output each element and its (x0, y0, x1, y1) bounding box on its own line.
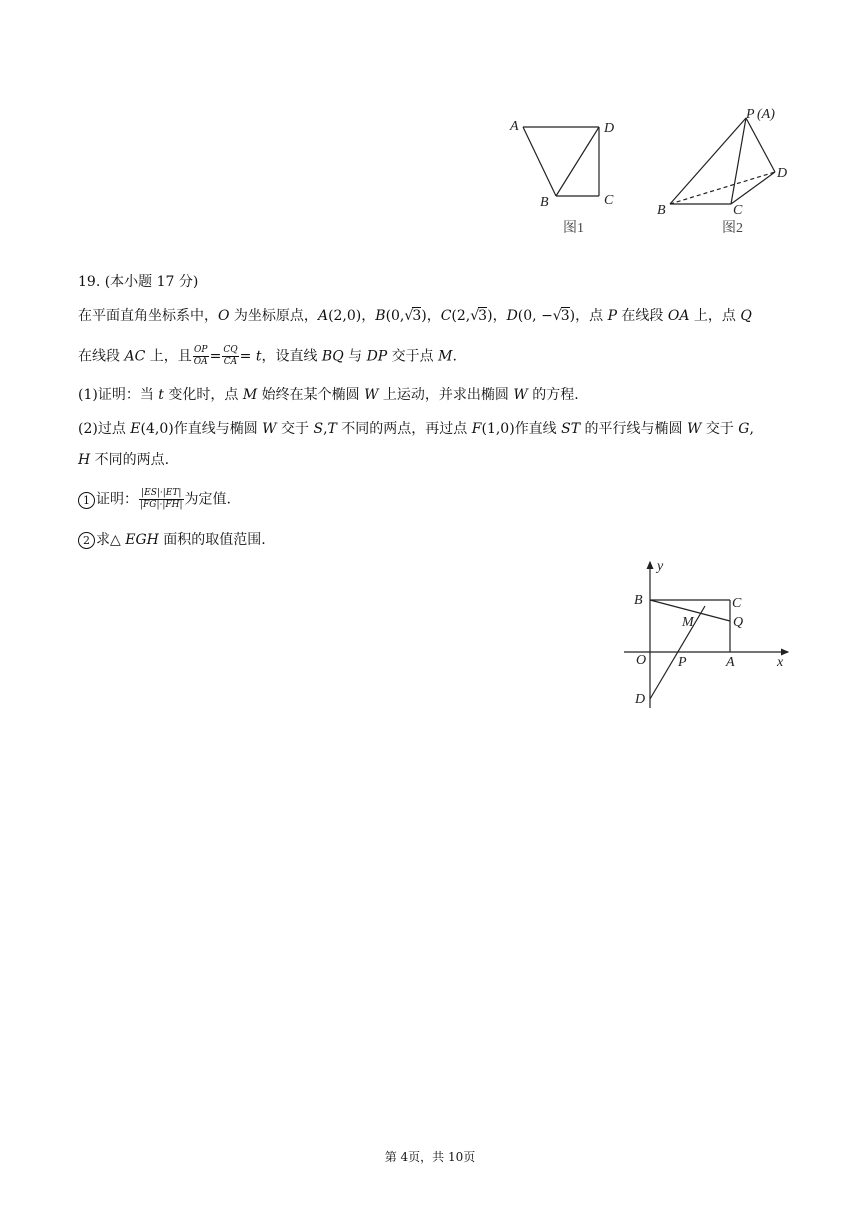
math-w: W (364, 387, 379, 403)
math-c: C (440, 308, 452, 324)
math-bq: BQ (321, 348, 344, 365)
coord-label-y: y (657, 559, 664, 574)
coord-label-d: D (635, 692, 646, 707)
math-d-value: (0, − (517, 308, 553, 324)
text: 证明： (96, 491, 138, 508)
fig2-label-d: D (777, 166, 788, 181)
coord-label-m: M (682, 615, 694, 630)
problem-header: 19. (本小题 17 分) (78, 274, 199, 290)
text: , (323, 421, 328, 437)
text: 作直线与椭圆 (173, 421, 263, 437)
math-oa: OA (667, 308, 690, 324)
triangle-symbol: △ (110, 532, 126, 548)
text: (1)证明：当 (78, 387, 159, 403)
math-t-point: T (327, 421, 337, 437)
text: 面积的取值范围. (158, 532, 266, 548)
text: 始终在某个椭圆 (257, 387, 365, 403)
math-d: D (506, 308, 518, 324)
figure-1-and-2 (500, 100, 800, 240)
frac-den: CA (223, 357, 238, 367)
problem-line-1: 在平面直角坐标系中，O 为坐标原点，A(2,0)，B(0,√3)，C(2,√3)，D(0, −√3)，点 P 在线段 OA 上，点 Q (78, 308, 752, 324)
text: 为坐标原点， (229, 308, 318, 324)
math-q: Q (740, 308, 752, 324)
sqrt-3: 3 (560, 308, 570, 324)
text: 的方程. (527, 387, 579, 403)
text: , (749, 421, 754, 437)
text: 交于 (276, 421, 314, 437)
math-c-value: (2, (451, 308, 471, 324)
frac-num: CQ (223, 345, 238, 355)
circled-number-1: 1 (78, 492, 95, 509)
math-p: P (607, 308, 617, 324)
text: 求 (96, 532, 110, 548)
math-o: O (218, 308, 230, 324)
frac-den: OA (193, 357, 208, 367)
sqrt-3: 3 (478, 308, 488, 324)
math-t: t (158, 387, 164, 403)
text: ，设直线 (261, 348, 322, 365)
text: 在线段 (616, 308, 668, 324)
math-t: t (255, 348, 262, 365)
math-a-value: (2,0) (328, 308, 362, 324)
fig2-label-p: P (746, 107, 755, 122)
math-f: F (471, 421, 482, 437)
math-egh: EGH (125, 532, 159, 548)
text: ) (421, 308, 427, 324)
fig1-label-c: C (604, 193, 614, 208)
circled-number-2: 2 (78, 532, 95, 549)
math-m: M (438, 348, 453, 365)
text: ，点 (575, 308, 608, 324)
fig1-label-d: D (604, 121, 615, 136)
math-e: E (130, 421, 141, 437)
text: . (452, 348, 457, 365)
fig2-label-c: C (733, 203, 743, 218)
part-1 (78, 385, 579, 405)
text: 在平面直角坐标系中， (78, 308, 218, 324)
math-b-value: (0, (385, 308, 405, 324)
math-w: W (262, 421, 277, 437)
frac-num: |ES|·|ET| (139, 488, 184, 500)
fig2-label-b: B (657, 203, 666, 218)
text: 交于点 (387, 348, 439, 365)
frac-den: |FG|·|FH| (140, 500, 183, 510)
fig1-label-b: B (540, 195, 549, 210)
math-a: A (317, 308, 329, 324)
text: ) (487, 308, 493, 324)
coord-label-c: C (732, 596, 742, 611)
math-e-value: (4,0) (140, 421, 174, 437)
fig1-caption: 图1 (563, 221, 584, 236)
fig2-caption: 图2 (722, 221, 743, 236)
equals: = (239, 348, 256, 365)
math-h: H (78, 452, 91, 468)
coord-label-o: O (636, 653, 647, 668)
text: ， (492, 308, 507, 324)
text: 上，点 (689, 308, 741, 324)
coord-label-x: x (777, 655, 784, 670)
math-s: S (313, 421, 324, 437)
page-footer: 第 4页，共 10页 (384, 1150, 476, 1164)
math-st: ST (561, 421, 581, 437)
coordinate-figure (620, 556, 800, 716)
figure-1 (523, 127, 599, 196)
math-w: W (686, 421, 702, 437)
coord-label-p: P (678, 655, 687, 670)
coord-label-a: A (726, 655, 735, 670)
text: 的平行线与椭圆 (580, 421, 687, 437)
coord-label-q: Q (733, 615, 744, 630)
text: ， (361, 308, 376, 324)
math-g: G (738, 421, 750, 437)
fraction-cq-ca (222, 345, 238, 368)
math-b: B (375, 308, 386, 324)
problem-line-2 (78, 345, 457, 368)
part-2 (78, 419, 754, 439)
part-2-continued (78, 450, 169, 470)
equals: = (209, 348, 222, 365)
text: 上运动，并求出椭圆 (378, 387, 514, 403)
text: 上，且 (145, 348, 192, 365)
sub-question-2 (78, 530, 266, 550)
text: 不同的两点. (90, 452, 170, 468)
sqrt-3: 3 (412, 308, 422, 324)
text: ) (569, 308, 576, 324)
math-dp: DP (366, 348, 388, 365)
math-m: M (242, 387, 258, 403)
text: (2)过点 (78, 421, 131, 437)
coord-lines (624, 562, 788, 708)
text: 交于 (701, 421, 739, 437)
frac-num: OP (193, 345, 208, 355)
text: 在线段 (78, 348, 125, 365)
text: 与 (343, 348, 367, 365)
fraction-es-et-fg-fh (139, 488, 184, 511)
fig2-label-a: (A) (757, 107, 775, 122)
coord-label-b: B (634, 593, 643, 608)
text: ， (426, 308, 441, 324)
text: 不同的两点，再过点 (336, 421, 472, 437)
figure-2 (670, 118, 775, 204)
text: 作直线 (514, 421, 562, 437)
math-ac: AC (124, 348, 146, 365)
sub-question-1 (78, 488, 231, 511)
math-w: W (513, 387, 528, 403)
math-f-value: (1,0) (481, 421, 515, 437)
text: 为定值. (184, 491, 231, 508)
text: 变化时，点 (163, 387, 243, 403)
fig1-label-a: A (510, 119, 519, 134)
fraction-op-oa (193, 345, 209, 368)
